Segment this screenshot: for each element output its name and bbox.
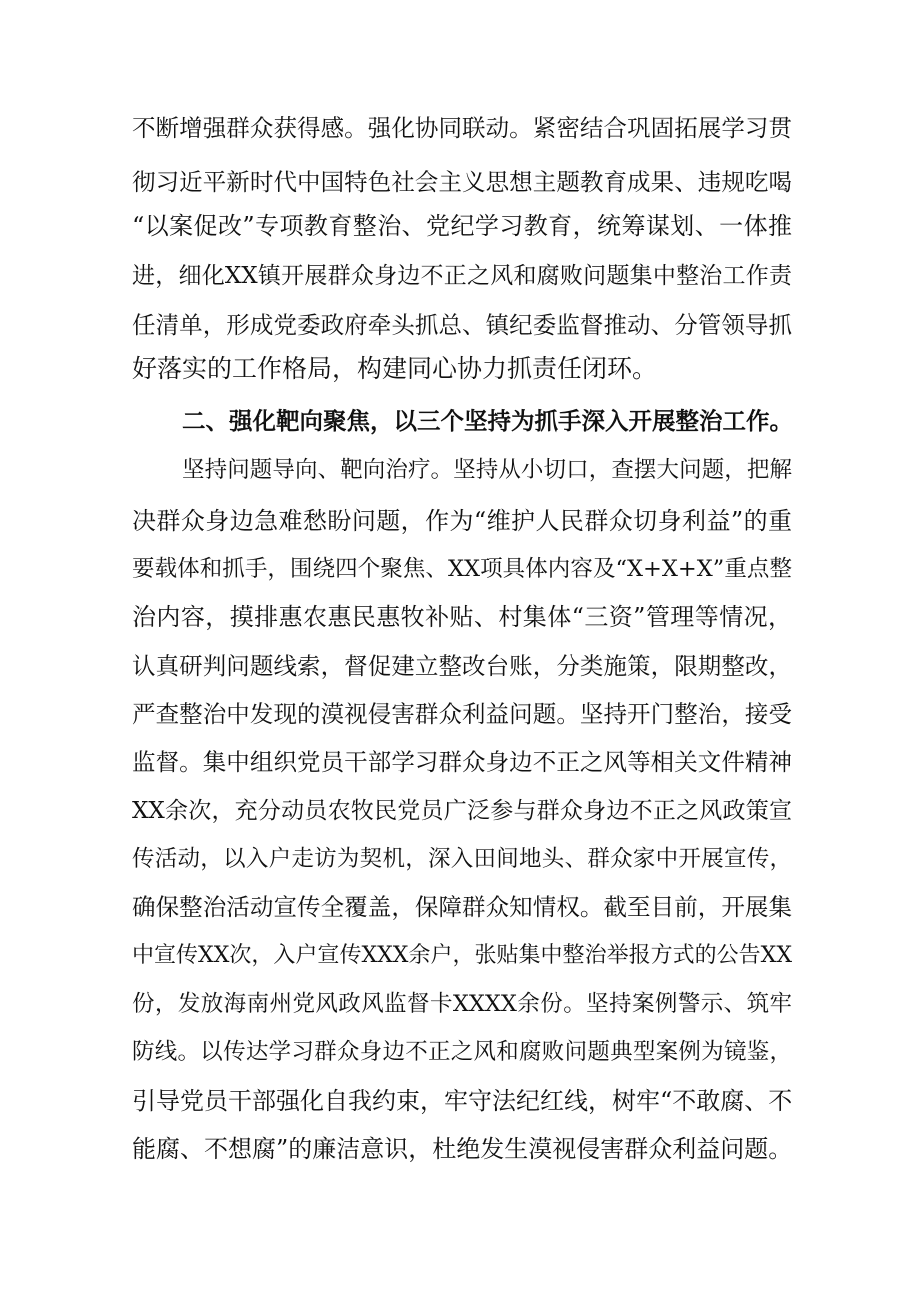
paragraph-2-line: 监督。集中组织党员干部学习群众身边不正之风等相关文件精神 [132,748,792,776]
paragraph-2-line: 确保整治活动宣传全覆盖，保障群众知情权。截至目前，开展集 [132,893,792,921]
paragraph-1-line: 好落实的工作格局，构建同心协力抓责任闭环。 [132,354,658,383]
paragraph-2-line: 决群众身边急难愁盼问题，作为“维护人民群众切身利益”的重 [132,507,792,535]
paragraph-2-line: 中宣传XX次，入户宣传XXX余户，张贴集中整治举报方式的公告XX [132,943,792,968]
paragraph-1-line: 任清单，形成党委政府牵头抓总、镇纪委监督推动、分管领导抓 [132,311,792,339]
paragraph-1-line: 进，细化XX镇开展群众身边不正之风和腐败问题集中整治工作责 [132,263,792,289]
paragraph-2-line: 引导党员干部强化自我约束，牢守法纪红线，树牢“不敢腐、不 [132,1087,793,1115]
paragraph-2-line: 严查整治中发现的漠视侵害群众利益问题。坚持开门整治，接受 [132,700,792,728]
paragraph-2-line: 治内容，摸排惠农惠民惠牧补贴、村集体“三资”管理等情况， [132,603,792,631]
section-heading: 二、强化靶向聚焦，以三个坚持为抓手深入开展整治工作。 [182,407,793,435]
paragraph-2-line: XX余次，充分动员农牧民党员广泛参与群众身边不正之风政策宣 [132,798,792,824]
paragraph-2-line: 份，发放海南州党风政风监督卡XXXX余份。坚持案例警示、筑牢 [132,991,792,1017]
paragraph-2-line: 坚持问题导向、靶向治疗。坚持从小切口，查摆大问题，把解 [182,457,792,483]
paragraph-1-line: 彻习近平新时代中国特色社会主义思想主题教育成果、违规吃喝 [132,168,792,196]
paragraph-2-line: 认真研判问题线索，督促建立整改台账，分类施策，限期整改， [132,652,792,680]
paragraph-2-line: 传活动，以入户走访为契机，深入田间地头、群众家中开展宣传， [132,846,792,872]
paragraph-1-line: 不断增强群众获得感。强化协同联动。紧密结合巩固拓展学习贯 [132,114,792,142]
paragraph-1-line: “以案促改”专项教育整治、党纪学习教育，统筹谋划、一体推 [132,212,792,240]
paragraph-2-line: 要载体和抓手，围绕四个聚焦、XX项具体内容及“X+X+X”重点整 [132,556,792,582]
paragraph-2-line: 能腐、不想腐”的廉洁意识，杜绝发生漠视侵害群众利益问题。 [132,1135,793,1163]
paragraph-2-line: 防线。以传达学习群众身边不正之风和腐败问题典型案例为镜鉴， [132,1039,792,1065]
